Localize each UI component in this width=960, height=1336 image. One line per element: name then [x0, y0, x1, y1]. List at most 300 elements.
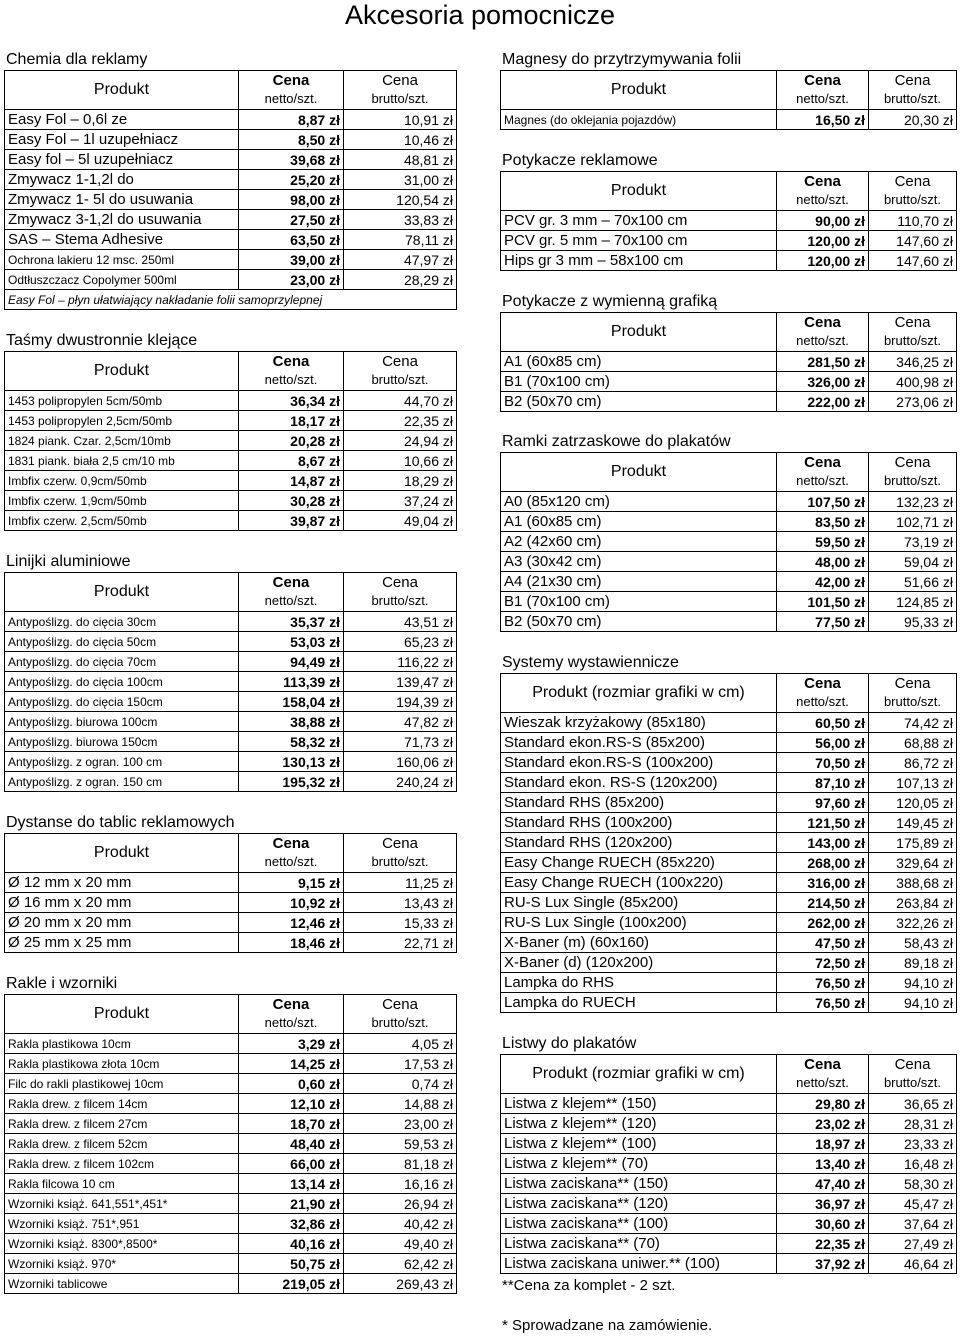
product-name: Imbfix czerw. 0,9cm/50mb — [5, 471, 239, 491]
header-net-line1: Cena — [804, 72, 841, 89]
net-price: 21,90 zł — [239, 1194, 344, 1214]
table-row — [5, 652, 457, 672]
product-name: X-Baner (d) (120x200) — [501, 953, 777, 973]
product-name: Ochrona lakieru 12 msc. 250ml — [5, 250, 239, 270]
net-price: 113,39 zł — [239, 672, 344, 692]
table-row — [5, 511, 457, 531]
product-name: Hips gr 3 mm – 58x100 cm — [501, 251, 777, 271]
net-price: 130,13 zł — [239, 752, 344, 772]
product-name: B1 (70x100 cm) — [501, 592, 777, 612]
header-net — [777, 453, 869, 492]
left-column — [4, 0, 456, 1335]
table-row — [5, 1274, 457, 1294]
product-name: A2 (42x60 cm) — [501, 532, 777, 552]
net-price: 48,40 zł — [239, 1134, 344, 1154]
price-table — [4, 351, 457, 531]
net-price: 38,88 zł — [239, 712, 344, 732]
header-net — [239, 352, 344, 391]
product-name: B2 (50x70 cm) — [501, 392, 777, 412]
header-gross — [869, 674, 957, 713]
product-name: Ø 12 mm x 20 mm — [5, 873, 239, 893]
net-price: 87,10 zł — [777, 773, 869, 793]
table-row — [501, 773, 957, 793]
product-name: Easy Change RUECH (100x220) — [501, 873, 777, 893]
section-potykacze-z-wymienna-grafika — [500, 292, 956, 412]
gross-price: 10,66 zł — [344, 451, 457, 471]
gross-price: 10,46 zł — [344, 130, 457, 150]
header-net — [239, 573, 344, 612]
section-title: Ramki zatrzaskowe do plakatów — [502, 433, 731, 450]
gross-price: 45,47 zł — [869, 1194, 957, 1214]
gross-price: 16,48 zł — [869, 1154, 957, 1174]
gross-price: 37,24 zł — [344, 491, 457, 511]
price-table — [4, 572, 457, 792]
net-price: 268,00 zł — [777, 853, 869, 873]
table-row — [5, 491, 457, 511]
gross-price: 124,85 zł — [869, 592, 957, 612]
table-row — [5, 1034, 457, 1054]
table-header-row — [501, 71, 957, 110]
table-row — [5, 411, 457, 431]
net-price: 72,50 zł — [777, 953, 869, 973]
net-price: 97,60 zł — [777, 793, 869, 813]
net-price: 39,87 zł — [239, 511, 344, 531]
section-title: Dystanse do tablic reklamowych — [6, 814, 235, 831]
net-price: 47,50 zł — [777, 933, 869, 953]
product-name: Rakla plastikowa złota 10cm — [5, 1054, 239, 1074]
table-row — [501, 1094, 957, 1114]
table-row — [501, 492, 957, 512]
header-net-line1: Cena — [272, 72, 310, 89]
net-price: 18,97 zł — [777, 1134, 869, 1154]
net-price: 14,87 zł — [239, 471, 344, 491]
product-name: Wieszak krzyżakowy (85x180) — [501, 713, 777, 733]
gross-price: 28,29 zł — [344, 270, 457, 290]
net-price: 63,50 zł — [239, 230, 344, 250]
gross-price: 49,40 zł — [344, 1234, 457, 1254]
gross-price: 59,53 zł — [344, 1134, 457, 1154]
header-net-line2: netto/szt. — [796, 694, 849, 709]
gross-price: 194,39 zł — [344, 692, 457, 712]
net-price: 13,14 zł — [239, 1174, 344, 1194]
gross-price: 132,23 zł — [869, 492, 957, 512]
table-header-row — [5, 834, 457, 873]
section-chemia-dla-reklamy — [4, 50, 456, 310]
net-price: 70,50 zł — [777, 753, 869, 773]
table-row — [5, 612, 457, 632]
table-row — [501, 813, 957, 833]
gross-price: 49,04 zł — [344, 511, 457, 531]
net-price: 22,35 zł — [777, 1234, 869, 1254]
product-name: Standard ekon.RS-S (85x200) — [501, 733, 777, 753]
net-price: 25,20 zł — [239, 170, 344, 190]
product-name: Ø 25 mm x 25 mm — [5, 933, 239, 953]
product-name: 1831 piank. biała 2,5 cm/10 mb — [5, 451, 239, 471]
table-row — [5, 933, 457, 953]
gross-price: 17,53 zł — [344, 1054, 457, 1074]
product-name: Zmywacz 1‐1,2l do — [5, 170, 239, 190]
table-row — [5, 130, 457, 150]
net-price: 13,40 zł — [777, 1154, 869, 1174]
table-row — [501, 572, 957, 592]
gross-price: 26,94 zł — [344, 1194, 457, 1214]
table-row — [5, 1214, 457, 1234]
gross-price: 86,72 zł — [869, 753, 957, 773]
header-gross — [869, 172, 957, 211]
table-header-row — [501, 453, 957, 492]
header-gross-line1: Cena — [382, 835, 418, 852]
net-price: 158,04 zł — [239, 692, 344, 712]
header-product: Produkt — [5, 834, 239, 873]
product-name: Listwa zaciskana** (70) — [501, 1234, 777, 1254]
product-name: Antypoślizg. z ogran. 100 cm — [5, 752, 239, 772]
net-price: 10,92 zł — [239, 893, 344, 913]
table-row — [5, 1254, 457, 1274]
table-row — [501, 1194, 957, 1214]
header-gross-line2: brutto/szt. — [883, 1075, 942, 1090]
gross-price: 95,33 zł — [869, 612, 957, 632]
net-price: 219,05 zł — [239, 1274, 344, 1294]
section-title: Potykacze z wymienną grafiką — [502, 293, 718, 310]
product-name: Odtłuszczacz Copolymer 500ml — [5, 270, 239, 290]
table-row — [5, 913, 457, 933]
net-price: 76,50 zł — [777, 973, 869, 993]
header-net-line2: netto/szt. — [264, 372, 318, 387]
price-table — [4, 833, 457, 953]
gross-price: 40,42 zł — [344, 1214, 457, 1234]
product-name: Standard RHS (120x200) — [501, 833, 777, 853]
product-name: Wzorniki tablicowe — [5, 1274, 239, 1294]
product-name: Antypoślizg. do cięcia 30cm — [5, 612, 239, 632]
net-price: 12,46 zł — [239, 913, 344, 933]
gross-price: 10,91 zł — [344, 110, 457, 130]
gross-price: 27,49 zł — [869, 1234, 957, 1254]
product-name: Easy Change RUECH (85x220) — [501, 853, 777, 873]
table-row — [501, 993, 957, 1013]
header-gross — [344, 71, 457, 110]
product-name: 1824 piank. Czar. 2,5cm/10mb — [5, 431, 239, 451]
header-net-line2: netto/szt. — [796, 333, 849, 348]
header-product: Produkt (rozmiar grafiki w cm) — [501, 1055, 777, 1094]
gross-price: 36,65 zł — [869, 1094, 957, 1114]
table-row — [501, 1154, 957, 1174]
net-price: 37,92 zł — [777, 1254, 869, 1274]
net-price: 29,80 zł — [777, 1094, 869, 1114]
header-net-line1: Cena — [272, 835, 310, 852]
table-row — [501, 1234, 957, 1254]
table-row — [5, 1174, 457, 1194]
header-gross-line1: Cena — [894, 454, 931, 471]
gross-price: 11,25 zł — [344, 873, 457, 893]
product-name: Antypoślizg. do cięcia 50cm — [5, 632, 239, 652]
product-name: Antypoślizg. do cięcia 70cm — [5, 652, 239, 672]
table-row — [501, 231, 957, 251]
product-name: Listwa zaciskana** (150) — [501, 1174, 777, 1194]
section-dystanse-do-tablic-reklamowych — [4, 813, 456, 953]
net-price: 9,15 zł — [239, 873, 344, 893]
header-net-line2: netto/szt. — [796, 91, 849, 106]
product-name: Wzorniki książ. 751*,951 — [5, 1214, 239, 1234]
header-product: Produkt — [501, 71, 777, 110]
product-name: PCV gr. 5 mm – 70x100 cm — [501, 231, 777, 251]
gross-price: 147,60 zł — [869, 231, 957, 251]
table-row — [5, 391, 457, 411]
section-rakle-i-wzorniki — [4, 974, 456, 1294]
header-net — [777, 172, 869, 211]
net-price: 36,34 zł — [239, 391, 344, 411]
header-net — [239, 995, 344, 1034]
table-header-row — [501, 674, 957, 713]
net-price: 98,00 zł — [239, 190, 344, 210]
header-gross — [869, 453, 957, 492]
header-gross — [344, 995, 457, 1034]
table-row — [501, 592, 957, 612]
gross-price: 47,97 zł — [344, 250, 457, 270]
section-systemy-wystawiennicze — [500, 653, 956, 1013]
header-gross — [869, 71, 957, 110]
table-row — [501, 913, 957, 933]
table-row — [5, 752, 457, 772]
header-gross — [344, 573, 457, 612]
gross-price: 65,23 zł — [344, 632, 457, 652]
product-name: B2 (50x70 cm) — [501, 612, 777, 632]
gross-price: 28,31 zł — [869, 1114, 957, 1134]
gross-price: 240,24 zł — [344, 772, 457, 792]
net-price: 262,00 zł — [777, 913, 869, 933]
section-listwy-do-plakatow — [500, 1034, 956, 1274]
table-row — [5, 451, 457, 471]
header-net-line2: netto/szt. — [264, 854, 318, 869]
net-price: 18,17 zł — [239, 411, 344, 431]
product-name: RU-S Lux Single (85x200) — [501, 893, 777, 913]
section-title: Taśmy dwustronnie klejące — [6, 332, 198, 349]
gross-price: 47,82 zł — [344, 712, 457, 732]
gross-price: 273,06 zł — [869, 392, 957, 412]
header-net — [777, 313, 869, 352]
header-net-line2: netto/szt. — [264, 1015, 318, 1030]
product-name: RU-S Lux Single (100x200) — [501, 913, 777, 933]
product-name: Rakla drew. z filcem 27cm — [5, 1114, 239, 1134]
net-price: 14,25 zł — [239, 1054, 344, 1074]
product-name: A4 (21x30 cm) — [501, 572, 777, 592]
product-name: Antypoślizg. do cięcia 150cm — [5, 692, 239, 712]
net-price: 121,50 zł — [777, 813, 869, 833]
page-title: Akcesoria pomocnicze — [344, 0, 616, 30]
table-row — [5, 110, 457, 130]
product-name: Listwa z klejem** (120) — [501, 1114, 777, 1134]
header-product: Produkt (rozmiar grafiki w cm) — [501, 674, 777, 713]
product-name: Antypoślizg. do cięcia 100cm — [5, 672, 239, 692]
section-title: Systemy wystawiennicze — [502, 654, 679, 671]
gross-price: 43,51 zł — [344, 612, 457, 632]
header-gross-line2: brutto/szt. — [371, 91, 429, 106]
header-gross-line2: brutto/szt. — [371, 854, 429, 869]
header-product: Produkt — [5, 71, 239, 110]
product-name: Magnes (do oklejania pojazdów) — [501, 110, 777, 130]
table-row — [501, 953, 957, 973]
net-price: 8,87 zł — [239, 110, 344, 130]
product-name: Ø 20 mm x 20 mm — [5, 913, 239, 933]
header-net-line1: Cena — [272, 574, 310, 591]
table-row — [501, 873, 957, 893]
note-row — [5, 290, 457, 310]
gross-price: 149,45 zł — [869, 813, 957, 833]
header-gross-line1: Cena — [382, 574, 418, 591]
table-header-row — [501, 1055, 957, 1094]
net-price: 66,00 zł — [239, 1154, 344, 1174]
table-row — [501, 973, 957, 993]
net-price: 53,03 zł — [239, 632, 344, 652]
header-net-line1: Cena — [804, 1056, 841, 1073]
gross-price: 74,42 zł — [869, 713, 957, 733]
table-header-row — [5, 352, 457, 391]
section-title: Potykacze reklamowe — [502, 152, 658, 169]
product-name: Listwa zaciskana** (120) — [501, 1194, 777, 1214]
net-price: 20,28 zł — [239, 431, 344, 451]
header-gross-line2: brutto/szt. — [371, 372, 429, 387]
table-row — [5, 1234, 457, 1254]
gross-price: 0,74 zł — [344, 1074, 457, 1094]
gross-price: 102,71 zł — [869, 512, 957, 532]
product-name: Wzorniki książ. 641,551*,451* — [5, 1194, 239, 1214]
table-row — [501, 392, 957, 412]
gross-price: 62,42 zł — [344, 1254, 457, 1274]
product-name: A0 (85x120 cm) — [501, 492, 777, 512]
table-row — [5, 230, 457, 250]
net-price: 326,00 zł — [777, 372, 869, 392]
header-product: Produkt — [501, 453, 777, 492]
table-row — [501, 753, 957, 773]
net-price: 56,00 zł — [777, 733, 869, 753]
price-table — [500, 171, 957, 271]
gross-price: 13,43 zł — [344, 893, 457, 913]
net-price: 83,50 zł — [777, 512, 869, 532]
section-magnesy-do-przytrzymywania-folii — [500, 50, 956, 130]
table-row — [5, 270, 457, 290]
header-gross — [344, 352, 457, 391]
net-price: 35,37 zł — [239, 612, 344, 632]
price-table — [4, 994, 457, 1294]
gross-price: 400,98 zł — [869, 372, 957, 392]
product-name: Wzorniki książ. 8300*,8500* — [5, 1234, 239, 1254]
table-row — [5, 873, 457, 893]
header-net — [239, 834, 344, 873]
product-name: Easy Fol – 1l uzupełniacz — [5, 130, 239, 150]
net-price: 18,46 zł — [239, 933, 344, 953]
section-title: Linijki aluminiowe — [6, 553, 131, 570]
header-product: Produkt — [501, 313, 777, 352]
product-name: Listwa zaciskana uniwer.** (100) — [501, 1254, 777, 1274]
gross-price: 4,05 zł — [344, 1034, 457, 1054]
section-tasmy-dwustronnie-klejace — [4, 331, 456, 531]
price-table — [500, 452, 957, 632]
section-ramki-zatrzaskowe-do-plakatow — [500, 432, 956, 632]
table-row — [5, 250, 457, 270]
header-net — [777, 71, 869, 110]
gross-price: 59,04 zł — [869, 552, 957, 572]
table-row — [501, 552, 957, 572]
net-price: 42,00 zł — [777, 572, 869, 592]
gross-price: 120,05 zł — [869, 793, 957, 813]
product-name: 1453 polipropylen 2,5cm/50mb — [5, 411, 239, 431]
net-price: 30,28 zł — [239, 491, 344, 511]
table-row — [501, 251, 957, 271]
gross-price: 23,33 zł — [869, 1134, 957, 1154]
table-row — [5, 210, 457, 230]
net-price: 60,50 zł — [777, 713, 869, 733]
net-price: 8,67 zł — [239, 451, 344, 471]
net-price: 281,50 zł — [777, 352, 869, 372]
table-row — [5, 431, 457, 451]
table-row — [501, 532, 957, 552]
net-price: 59,50 zł — [777, 532, 869, 552]
header-product: Produkt — [501, 172, 777, 211]
product-name: B1 (70x100 cm) — [501, 372, 777, 392]
header-net-line2: netto/szt. — [264, 91, 318, 106]
table-row — [501, 1114, 957, 1134]
table-row — [5, 150, 457, 170]
net-price: 8,50 zł — [239, 130, 344, 150]
header-net-line2: netto/szt. — [796, 473, 849, 488]
gross-price: 116,22 zł — [344, 652, 457, 672]
gross-price: 89,18 zł — [869, 953, 957, 973]
table-header-row — [5, 573, 457, 612]
section-title: Listwy do plakatów — [502, 1035, 637, 1052]
product-name: Standard ekon.RS-S (100x200) — [501, 753, 777, 773]
gross-price: 68,88 zł — [869, 733, 957, 753]
header-gross-line2: brutto/szt. — [883, 91, 942, 106]
header-net — [777, 674, 869, 713]
price-table — [500, 673, 957, 1013]
product-name: Standard ekon. RS-S (120x200) — [501, 773, 777, 793]
table-row — [501, 1254, 957, 1274]
header-gross-line2: brutto/szt. — [883, 694, 942, 709]
gross-price: 73,19 zł — [869, 532, 957, 552]
header-gross-line1: Cena — [382, 72, 418, 89]
product-name: Standard RHS (100x200) — [501, 813, 777, 833]
header-product: Produkt — [5, 573, 239, 612]
section-note: Easy Fol – płyn ułatwiający nakładanie folii samoprzylepnej — [5, 290, 457, 310]
header-gross — [869, 313, 957, 352]
net-price: 120,00 zł — [777, 231, 869, 251]
net-price: 0,60 zł — [239, 1074, 344, 1094]
product-name: Zmywacz 3‐1,2l do usuwania — [5, 210, 239, 230]
product-name: Imbfix czerw. 2,5cm/50mb — [5, 511, 239, 531]
header-gross-line1: Cena — [382, 353, 418, 370]
gross-price: 322,26 zł — [869, 913, 957, 933]
right-column — [500, 0, 956, 1335]
table-row — [501, 713, 957, 733]
header-gross-line2: brutto/szt. — [883, 473, 942, 488]
gross-price: 58,30 zł — [869, 1174, 957, 1194]
product-name: Listwa z klejem** (70) — [501, 1154, 777, 1174]
table-row — [5, 772, 457, 792]
footnote-on-order: * Sprowadzane na zamówienie. — [502, 1317, 713, 1334]
header-net — [239, 71, 344, 110]
price-table — [500, 1054, 957, 1274]
gross-price: 31,00 zł — [344, 170, 457, 190]
table-row — [501, 893, 957, 913]
product-name: Listwa zaciskana** (100) — [501, 1214, 777, 1234]
gross-price: 81,18 zł — [344, 1154, 457, 1174]
product-name: SAS – Stema Adhesive — [5, 230, 239, 250]
gross-price: 22,71 zł — [344, 933, 457, 953]
header-gross-line2: brutto/szt. — [371, 1015, 429, 1030]
header-gross-line2: brutto/szt. — [371, 593, 429, 608]
net-price: 107,50 zł — [777, 492, 869, 512]
product-name: Rakla drew. z filcem 102cm — [5, 1154, 239, 1174]
product-name: Imbfix czerw. 1,9cm/50mb — [5, 491, 239, 511]
